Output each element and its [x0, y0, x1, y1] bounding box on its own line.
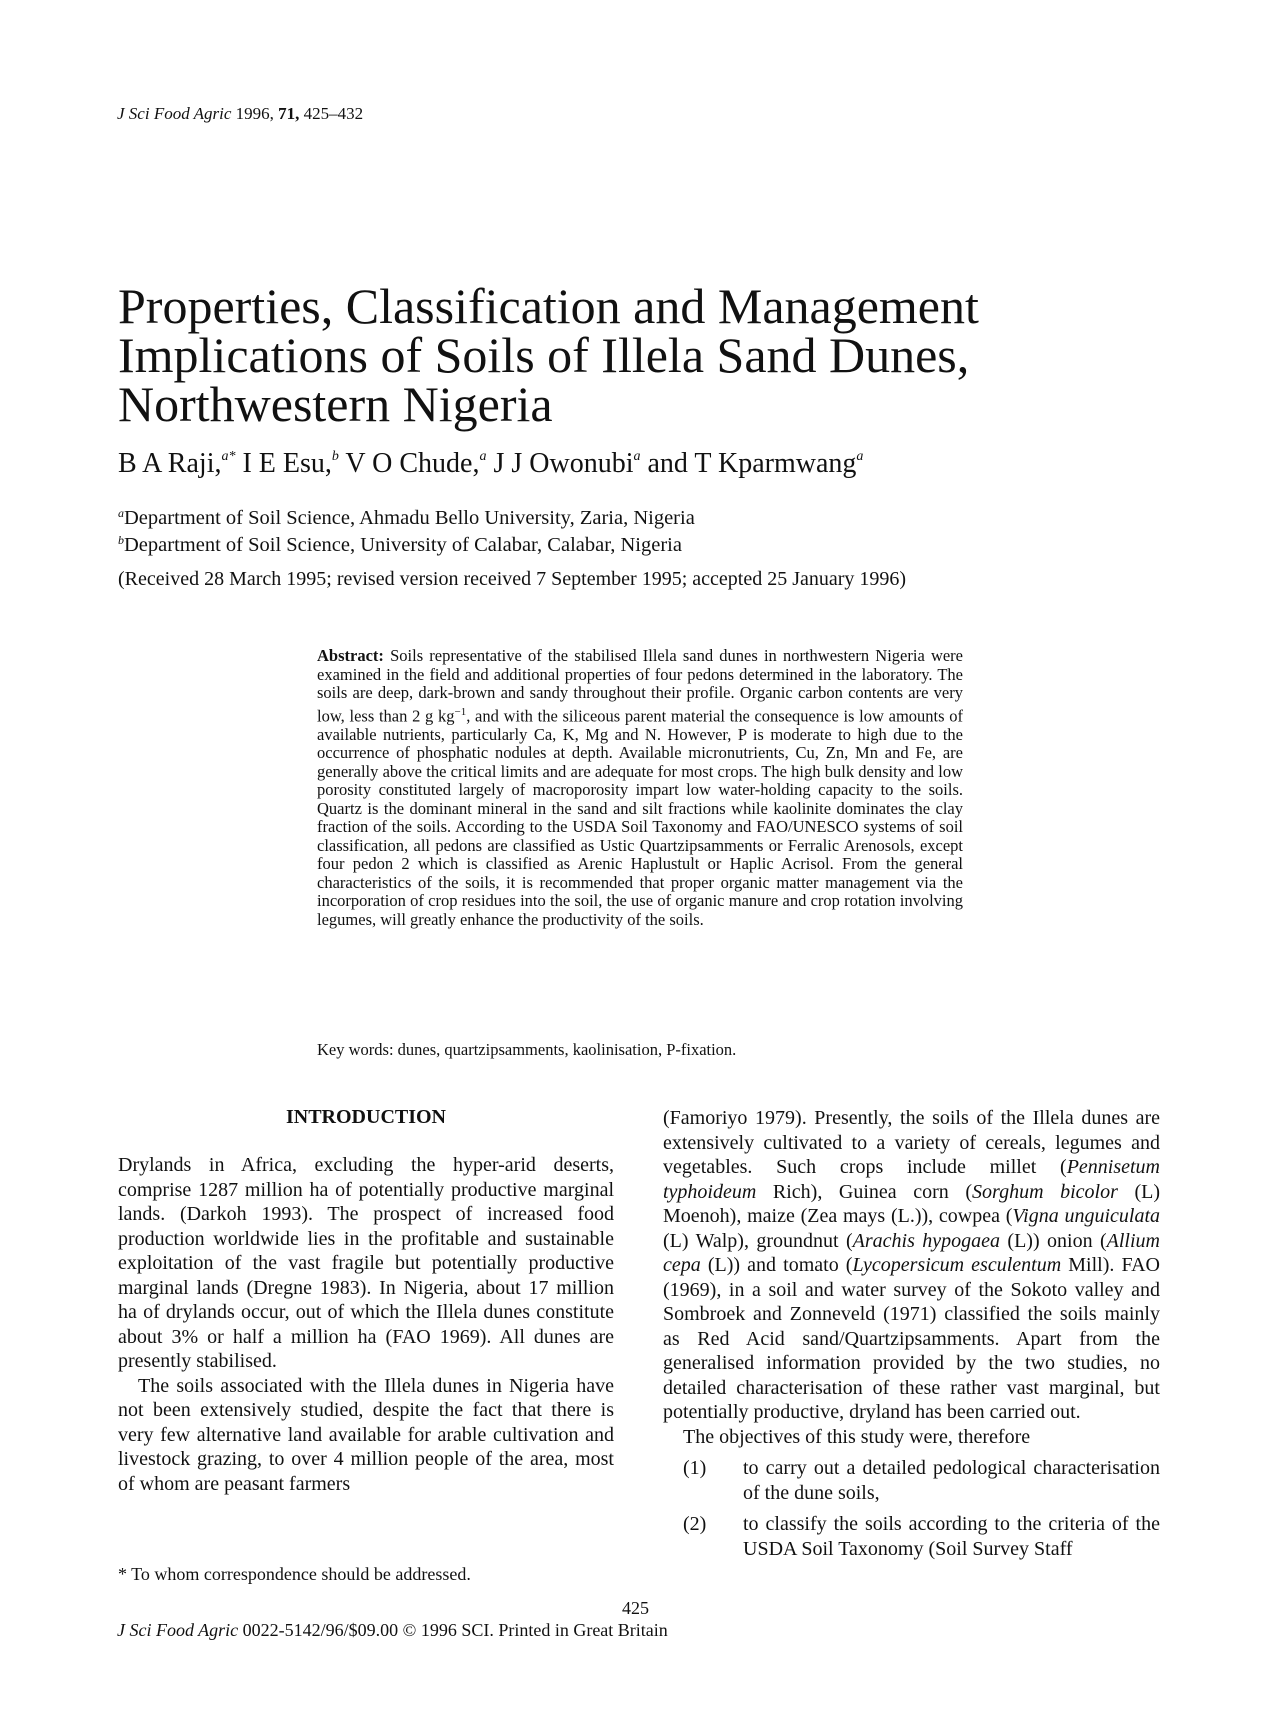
text-run: Rich), Guinea corn (: [756, 1180, 973, 1203]
abstract-unit-exponent: −1: [454, 705, 467, 718]
text-run: Mill). FAO (1969), in a soil and water survey of the Sokoto valley and Sombroek and Zonneveld (1971) classified the soils mainly as Red Acid sand/Quartzipsamments. Apart from the generalised information provided by the two studies, no detailed characterisation of these rather vast marginal, but potentially productive, dryland has been carried out.: [663, 1254, 1161, 1423]
footnote: * To whom correspondence should be addressed.: [118, 1564, 471, 1584]
author-sup: a*: [221, 449, 236, 464]
title-line-2: Implications of Soils of Illela Sand Dunes,: [118, 327, 970, 383]
footer-text: 0022-5142/96/$09.00 © 1996 SCI. Printed in Great Britain: [242, 1620, 668, 1640]
received-dates: (Received 28 March 1995; revised version received 7 September 1995; accepted 25 January 1996): [118, 568, 907, 590]
header-year: 1996,: [235, 104, 274, 123]
author-name: V O Chude,: [345, 448, 480, 479]
right-column: [663, 1106, 1160, 1561]
header-pages: 425–432: [303, 104, 364, 123]
text-run: (Famoriyo 1979). Presently, the soils of the Illela dunes are extensively cultivated to a variety of cereals, legumes and vegetables. Such crops include millet (: [663, 1107, 1160, 1178]
author-name: J J Owonubi: [493, 448, 634, 479]
paragraph: [663, 1106, 1160, 1425]
author-name: and T Kparmwang: [647, 448, 857, 479]
abstract: [317, 647, 963, 929]
affiliation-text: Department of Soil Science, Ahmadu Bello University, Zaria, Nigeria: [124, 507, 695, 529]
author-sup: b: [331, 449, 339, 464]
footer: [117, 1620, 668, 1641]
page-number: 425: [622, 1598, 649, 1618]
objective-item: [663, 1456, 1160, 1505]
paragraph: Drylands in Africa, excluding the hyper-arid deserts, comprise 1287 million ha of potentially productive marginal lands. (Darkoh 1993). The prospect of increased food production worldwide lies in the profitable and sustainable exploitation of the vast fragile but potentially productive marginal lands (Dregne 1983). In Nigeria, about 17 million ha of drylands occur, out of which the Illela dunes constitute about 3% or half a million ha (FAO 1969). All dunes are presently stabilised.: [118, 1154, 614, 1372]
author-name: B A Raji,: [118, 448, 222, 479]
abstract-label: Abstract:: [317, 646, 384, 665]
section-heading: INTRODUCTION: [285, 1106, 447, 1128]
author-name: I E Esu,: [242, 448, 332, 479]
keywords: Key words: dunes, quartzipsamments, kaolinisation, P-fixation.: [317, 1040, 737, 1059]
scientific-name: Sorghum bicolor: [972, 1180, 1118, 1203]
abstract-text: Soils representative of the stabilised Illela sand dunes in northwestern Nigeria were examined in the field and additional properties of four pedons determined in the laboratory. The soils are deep, dark-brown and sandy throughout their profile. Organic carbon contents are very low, less than 2 g kg: [317, 646, 964, 725]
affiliation-sup: b: [118, 533, 124, 547]
journal-header: [117, 104, 363, 124]
scientific-name: Vigna unguiculata: [1012, 1205, 1161, 1227]
author-sup: a: [856, 449, 864, 464]
text-run: (L)) and tomato (: [700, 1254, 853, 1276]
title-line-1: Properties, Classification and Management: [118, 278, 979, 334]
scientific-name: Pennisetum typhoideum: [663, 1156, 1160, 1203]
scientific-name: Arachis hypogaea: [852, 1229, 1001, 1252]
text-run: (L) Walp), groundnut (: [663, 1229, 853, 1252]
title-line-3: Northwestern Nigeria: [118, 376, 553, 432]
objective-number: (1): [683, 1457, 707, 1479]
footer-journal: J Sci Food Agric: [117, 1620, 239, 1640]
text-run: (L) Moenoh), maize (Zea mays (L.)), cowpea (: [663, 1180, 1160, 1227]
objective-item: [663, 1512, 1160, 1561]
header-journal: J Sci Food Agric: [117, 104, 232, 123]
left-column: [118, 1153, 614, 1496]
scientific-name: Allium cepa: [663, 1229, 1160, 1276]
header-volume: 71,: [278, 104, 300, 123]
affiliation-sup: a: [118, 506, 124, 520]
objective-text: to carry out a detailed pedological characterisation of the dune soils,: [743, 1457, 1160, 1504]
text-run: (L)) onion (: [1000, 1229, 1107, 1252]
objective-number: (2): [683, 1513, 707, 1535]
paragraph: The soils associated with the Illela dunes in Nigeria have not been extensively studied, despite the fact that there is very few alternative land available for arable cultivation and livestock grazing, to over 4 million people of the area, most of whom are peasant farmers: [118, 1374, 614, 1495]
abstract-text-cont: , and with the siliceous parent material the consequence is low amounts of available nutrients, particularly Ca, K, Mg and N. However, P is moderate to high due to the occurrence of phosphatic nodules at depth. Available micronutrients, Cu, Zn, Mn and Fe, are generally above the critical limits and are adequate for most crops. The high bulk density and low porosity constituted largely of macroporosity impart low water-holding capacity to the soils. Quartz is the dominant mineral in the sand and silt fractions while kaolinite dominates the clay fraction of the soils. According to the USDA Soil Taxonomy and FAO/UNESCO systems of soil classification, all pedons are classified as Ustic Quartzipsamments or Ferralic Arenosols, except four pedon 2 which is classified as Arenic Haplustult or Haplic Acrisol. From the general characteristics of the soils, it is recommended that proper organic matter management via the incorporation of crop residues into the soil, the use of organic manure and crop rotation involving legumes, will greatly enhance the productivity of the soils.: [317, 706, 963, 929]
author-sup: a: [633, 449, 641, 464]
objectives-intro: The objectives of this study were, therefore: [683, 1425, 1031, 1448]
author-sup: a: [479, 449, 487, 464]
scientific-name: Lycopersicum esculentum: [852, 1254, 1062, 1276]
author-list: [118, 448, 863, 480]
article-title: [118, 278, 1118, 432]
affiliation: [118, 506, 695, 530]
affiliation: [118, 533, 682, 557]
objective-text: to classify the soils according to the criteria of the USDA Soil Taxonomy (Soil Survey Staff: [743, 1513, 1160, 1560]
affiliation-text: Department of Soil Science, University of Calabar, Calabar, Nigeria: [124, 534, 682, 556]
